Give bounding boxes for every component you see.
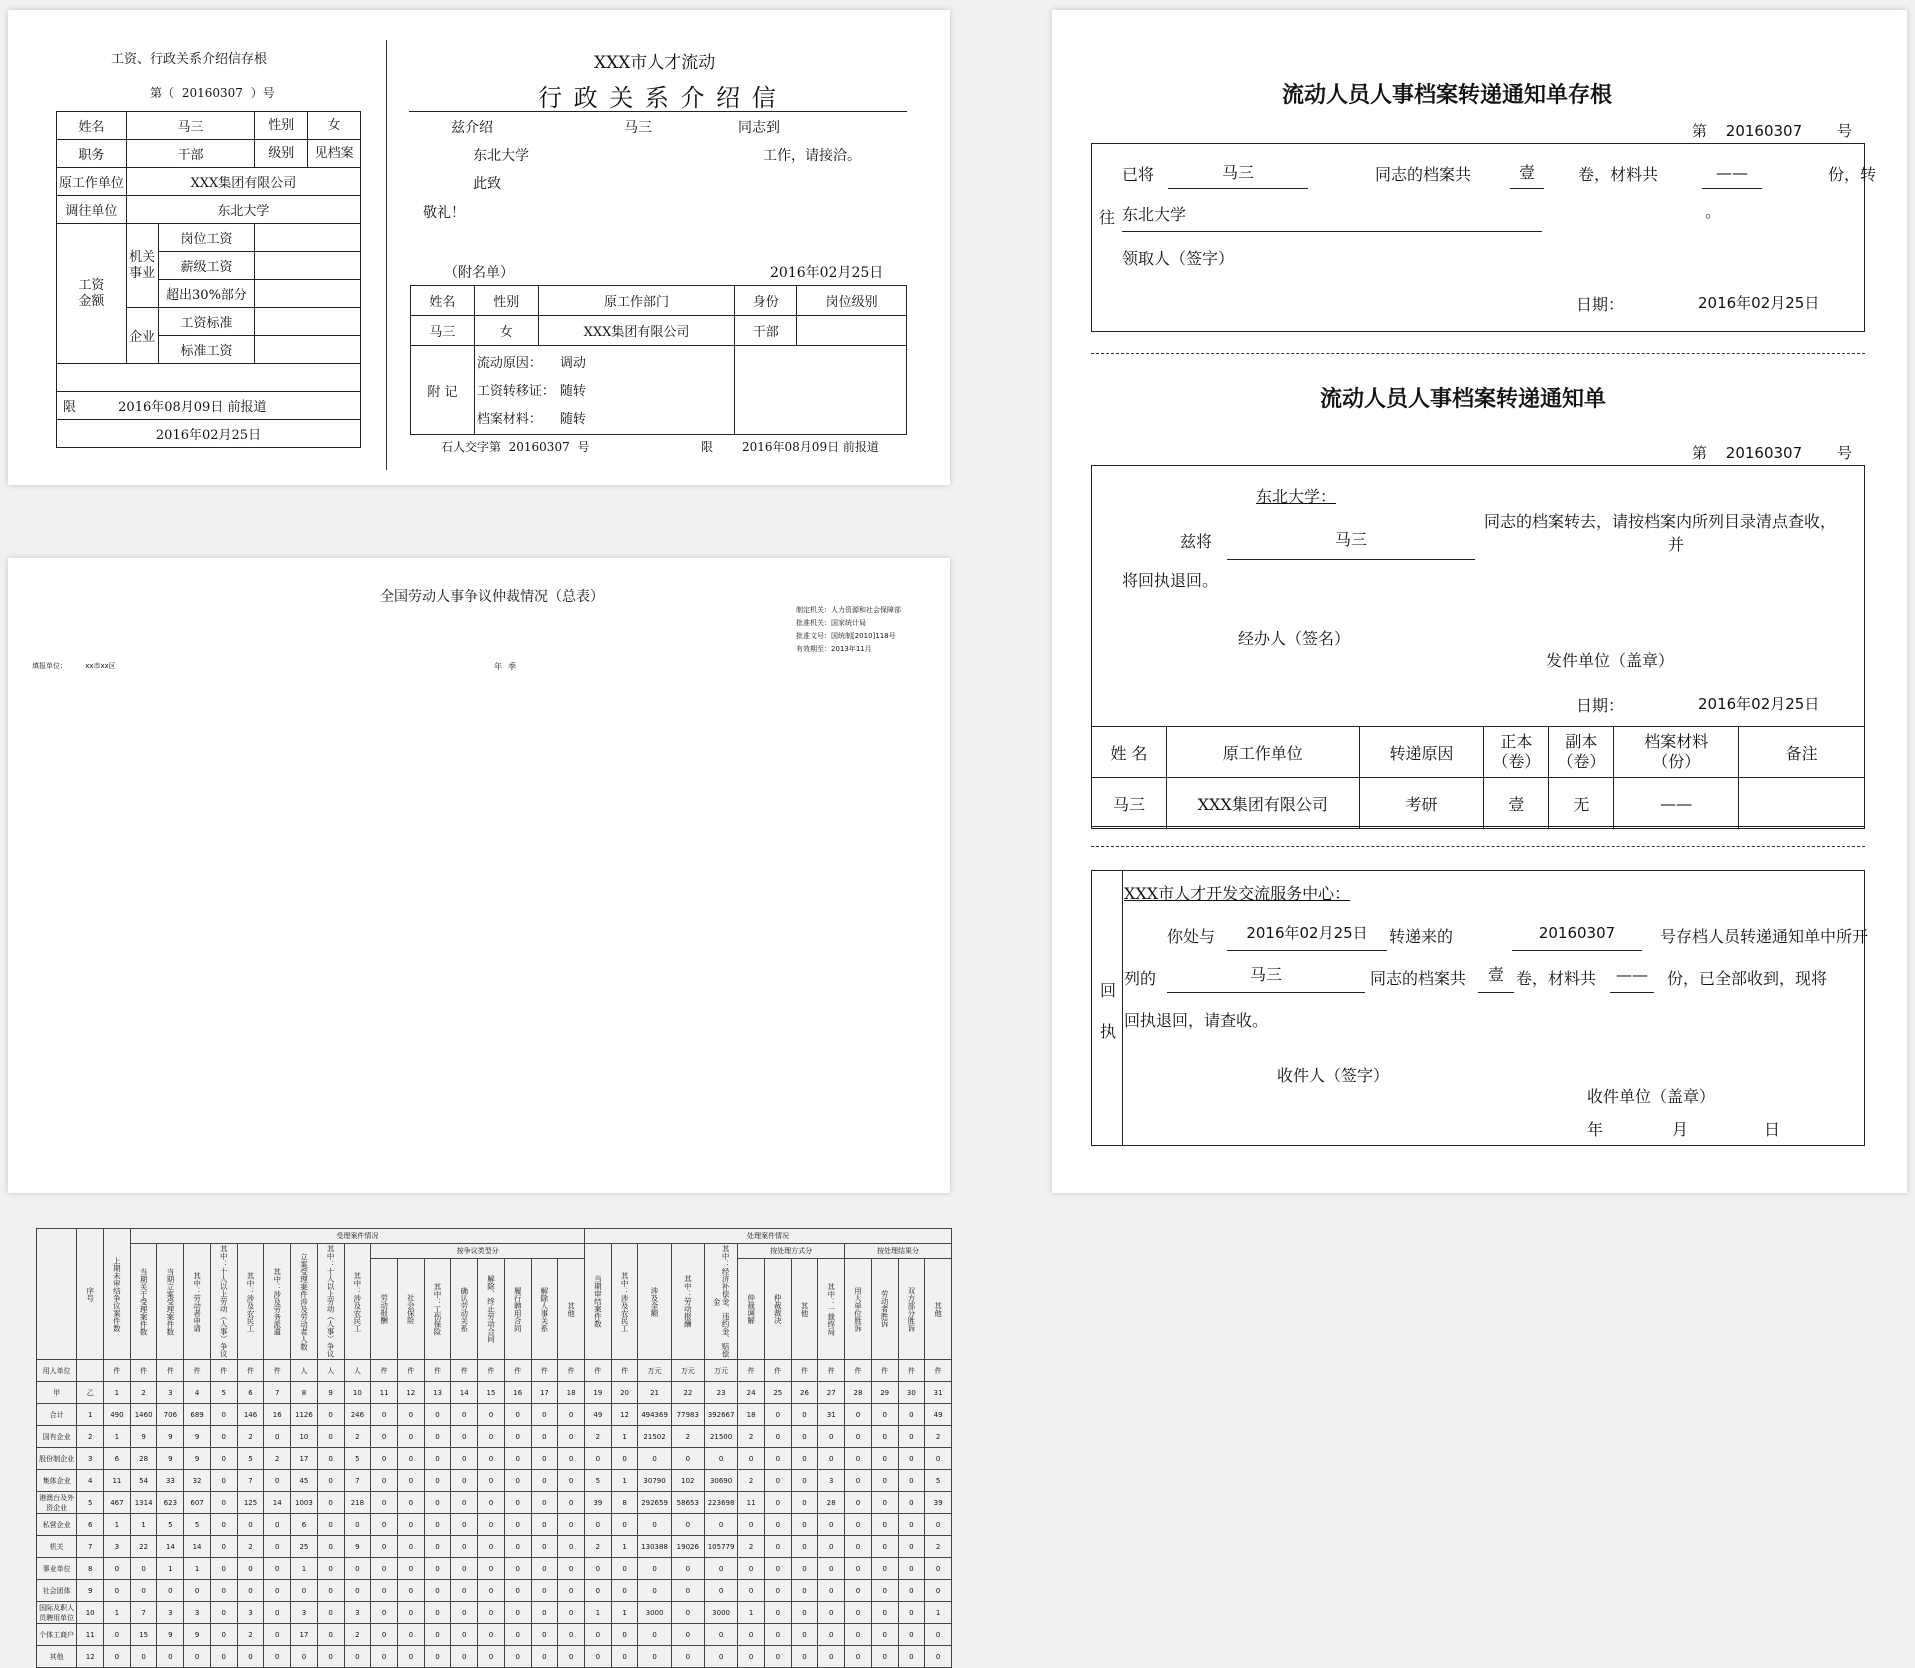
table-row: 姓名 马三 性别 女 (57, 112, 361, 140)
notice-stub-receiver: 领取人（签字） (1122, 249, 1235, 268)
letter-cizhi: 此致 (473, 176, 501, 192)
table-row: 私营企业 6 1 1 5 5 0 0 0 6 0 0 0 0 0 0 0 0 0 0 0 0 0 0 0 0 0 0 0 0 0 0 0 (37, 1514, 952, 1536)
letter-attach: （附名单） (444, 265, 514, 281)
cut-line-2 (1091, 846, 1865, 847)
stub-title: 工资、行政关系介绍信存根 (111, 52, 268, 67)
letter-tongzhi: 同志到 (738, 120, 780, 136)
table-row: 社会团体 9 0 0 0 0 0 0 0 0 0 0 0 0 0 0 0 0 0 0 0 0 0 0 0 0 0 0 0 0 0 0 0 (37, 1580, 952, 1602)
notice-paper (1052, 10, 1907, 1193)
receipt-box: 回 执 XXX市人才开发交流服务中心： 你处与 2016年02月25日 转递来的 20160307 号存档人员转递通知单中所开 列的 马三 同志的档案共 壹 卷，材料共 —— 份，已全部收到，现将 回执退回，请查收。 收件人（签字） 收件单位（盖章） 年 月 日 (1091, 870, 1865, 1146)
table-row (57, 364, 361, 392)
table-row: 马三 女 XXX集团有限公司 干部 (411, 316, 907, 346)
letter-footer-limit: 2016年08月09日 前报道 (742, 440, 879, 454)
table-row: 其他 12 0 0 0 0 0 0 0 0 0 0 0 0 0 0 0 0 0 0 0 0 0 0 0 0 0 0 0 0 0 0 0 (37, 1646, 952, 1668)
notice-sender: 发件单位（盖章） (1546, 651, 1675, 670)
table-row: 国有企业 2 1 9 9 9 0 2 0 10 0 2 0 0 0 0 0 0 0 0 2 1 21502 2 21500 2 0 0 0 0 0 0 2 (37, 1426, 952, 1448)
table-row: 姓 名 原工作单位 转递原因 正本 （卷） 副本 （卷） 档案材料 （份） 备注 (1092, 727, 1865, 778)
table-row: 工资 金额 机关 事业 岗位工资 (57, 224, 361, 252)
receipt-date-field: 2016年02月25日 (1227, 916, 1387, 951)
stats-meta: 制定机关：人力资源和社会保障部 批准机关：国家统计局 批准文号：国统制[2010]118号 有效期至：2013年11月 (796, 606, 901, 653)
table-row: 用人单位 件 件 件 件 件 件 件 人 人 人 件 件 件 件 件 件 件 件 件 件 万元 万元 万元 件 件 件 件 件 件 件 件 (37, 1360, 952, 1382)
stub-number: 第（ 20160307 ）号 (150, 86, 275, 100)
letter-dest: 东北大学 (473, 148, 529, 164)
intro-letter-paper (8, 10, 950, 485)
receipt-no-field: 20160307 (1512, 916, 1642, 951)
table-row: 附 记 流动原因： 调动 工资转移证： 随转 档案材料： 随转 (411, 346, 907, 435)
stats-group-1: 受理案件情况 (130, 1229, 584, 1244)
table-row: 股份制企业 3 6 28 9 9 0 5 2 17 0 5 0 0 0 0 0 0 0 0 0 0 0 0 0 0 0 0 0 0 0 0 0 (37, 1448, 952, 1470)
stats-group-2: 处理案件情况 (584, 1229, 951, 1244)
notice-title: 流动人员人事档案转递通知单 (1320, 386, 1607, 412)
table-row: 个体工商户 11 0 15 9 9 0 2 0 17 0 2 0 0 0 0 0 0 0 0 0 0 0 0 0 0 0 0 0 0 0 0 0 (37, 1624, 952, 1646)
notice-stub-dest-field: 东北大学 (1122, 199, 1542, 232)
table-row: 序号 上期未审结争议案件数 受理案件情况 处理案件情况 (37, 1229, 952, 1244)
receipt-side: 回 执 (1092, 871, 1123, 1145)
table-row: 2016年02月25日 (57, 420, 361, 448)
stats-year: 年 (494, 662, 502, 671)
table-row: 原工作单位 XXX集团有限公司 (57, 168, 361, 196)
table-row: 国际及职人员聘用单位 10 1 7 3 3 0 3 0 3 0 3 0 0 0 0 0 0 0 0 1 1 3000 0 3000 1 0 0 0 0 0 0 1 (37, 1602, 952, 1624)
table-row: 机关 7 3 22 14 14 0 2 0 25 0 9 0 0 0 0 0 0 0 0 2 1 130388 19026 105779 2 0 0 0 0 0 0 2 (37, 1536, 952, 1558)
cut-line-1 (1091, 353, 1865, 354)
stub-table (56, 111, 361, 448)
receipt-fen-field: —— (1610, 958, 1654, 993)
notice-stub-juan-field: 壹 (1510, 157, 1544, 189)
table-row: 企业 工资标准 (57, 308, 361, 336)
letter-table (410, 285, 907, 435)
notice-stub-fen-field: —— (1702, 157, 1762, 189)
notice-stub-number: 第 20160307 号 (1692, 122, 1852, 140)
letter-title-rule (409, 111, 907, 112)
letter-please: 工作，请接洽。 (763, 148, 861, 164)
stats-unit: 填报单位： xx市xx区 (32, 662, 116, 670)
stats-season: 季 (508, 662, 516, 671)
stub-separator (386, 40, 387, 470)
table-row: 调往单位 东北大学 (57, 196, 361, 224)
receipt-to: XXX市人才开发交流服务中心： (1124, 884, 1351, 903)
table-row: 职务 干部 级别 见档案 (57, 140, 361, 168)
table-row: 事业单位 8 0 0 1 1 0 0 0 1 0 0 0 0 0 0 0 0 0 0 0 0 0 0 0 0 0 0 0 0 0 0 0 (37, 1558, 952, 1580)
receipt-name-field: 马三 (1167, 958, 1365, 993)
notice-table (1091, 726, 1865, 829)
table-row: 集体企业 4 11 54 33 32 0 7 0 45 0 7 0 0 0 0 0 0 0 0 5 1 30790 102 30690 2 0 0 3 0 0 0 5 (37, 1470, 952, 1492)
notice-stub-name-field: 马三 (1168, 157, 1308, 189)
table-row: 限 2016年08月09日 前报道 (57, 392, 361, 420)
stats-paper (8, 558, 950, 1661)
letter-date: 2016年02月25日 (770, 265, 884, 281)
notice-stub-title: 流动人员人事档案转递通知单存根 (1282, 82, 1613, 108)
table-row: 合计 1 490 1460 706 689 0 146 16 1126 0 246 0 0 0 0 0 0 0 0 49 12 494369 77983 392667 18 0 0 31 0 0 0 49 (37, 1404, 952, 1426)
letter-jingli: 敬礼！ (423, 205, 465, 221)
notice-stub-box: 已将 马三 同志的档案共 壹 卷，材料共 —— 份，转 往 东北大学 。 领取人（签字） 日期： 2016年02月25日 (1091, 143, 1865, 332)
table-row: 马三 XXX集团有限公司 考研 壹 无 —— (1092, 778, 1865, 829)
letter-intro: 兹介绍 (451, 120, 493, 136)
letter-title: 行 政 关 系 介 绍 信 (538, 84, 778, 112)
notice-handler: 经办人（签名） (1238, 629, 1351, 648)
table-row: 姓名 性别 原工作部门 身份 岗位级别 (411, 286, 907, 316)
table-row: 薪级工资 (57, 252, 361, 280)
table-row: 当期关于受理案件数 当期立案受理案件数 其中：劳动者申请 其中：十人以上劳动（人事）争议 其中：涉及农民工 其中：涉及劳务派遣 立案受理案件涉及劳动者人数 其中：十人以上劳动（人事）争议 其中：涉及农民工 按争议类型分 当期审结案件数 其中：涉及农民工 涉及金额 其中：劳动报酬 其中：经济补偿金、违约金、赔偿金 按处理方式分 按处理结果分 (37, 1244, 952, 1259)
notice-date: 2016年02月25日 (1698, 695, 1820, 713)
table-row: 甲 乙 1 2 3 4 5 6 7 8 9 10 11 12 13 14 15 16 17 18 19 20 21 22 23 24 25 26 27 28 29 30 31 (37, 1382, 952, 1404)
table-row: 标准工资 (57, 336, 361, 364)
table-row: 港澳台及外资企业 5 467 1314 623 607 0 125 14 1003 0 218 0 0 0 0 0 0 0 0 39 8 292659 58653 223698 11 0 0 28 0 0 0 39 (37, 1492, 952, 1514)
letter-org: XXX市人才流动 (594, 53, 716, 73)
notice-box: 东北大学： 兹将 马三 同志的档案转去，请按档案内所列目录清点查收， 并 将回执退回。 经办人（签名） 发件单位（盖章） 日期： 2016年02月25日 姓 名 原工作单位 转递原因 正本 （卷） 副本 （卷） 档案材料 （份） 备注 马三 XXX集团有限公司 考研 壹 无 —— (1091, 465, 1865, 827)
table-row: 超出30%部分 (57, 280, 361, 308)
notice-dest: 东北大学： (1256, 487, 1337, 506)
notice-name-field: 马三 (1227, 521, 1475, 560)
receipt-unit: 收件单位（盖章） (1587, 1087, 1716, 1106)
notice-number: 第 20160307 号 (1692, 444, 1852, 462)
notice-stub-date: 2016年02月25日 (1698, 294, 1820, 312)
stats-title: 全国劳动人事争议仲裁情况（总表） (380, 589, 604, 605)
receipt-juan-field: 壹 (1478, 958, 1514, 993)
letter-footer-limit-label: 限 (701, 440, 714, 454)
letter-name: 马三 (624, 120, 652, 136)
wage-label: 工资 金额 (57, 224, 127, 364)
stats-table (36, 1228, 952, 1668)
table-row: 劳动报酬 社会保险 其中：工伤保险 确认劳动关系 解除、终止劳动合同 履行聘用合同 解除人事关系 其他 仲裁调解 仲裁裁决 其他 其中：一裁终局 用人单位胜诉 劳动者胜诉 双方部分胜诉 其他 (37, 1259, 952, 1360)
receipt-receiver: 收件人（签字） (1277, 1066, 1390, 1085)
letter-footer-no: 石人交字第 20160307 号 (441, 440, 590, 454)
